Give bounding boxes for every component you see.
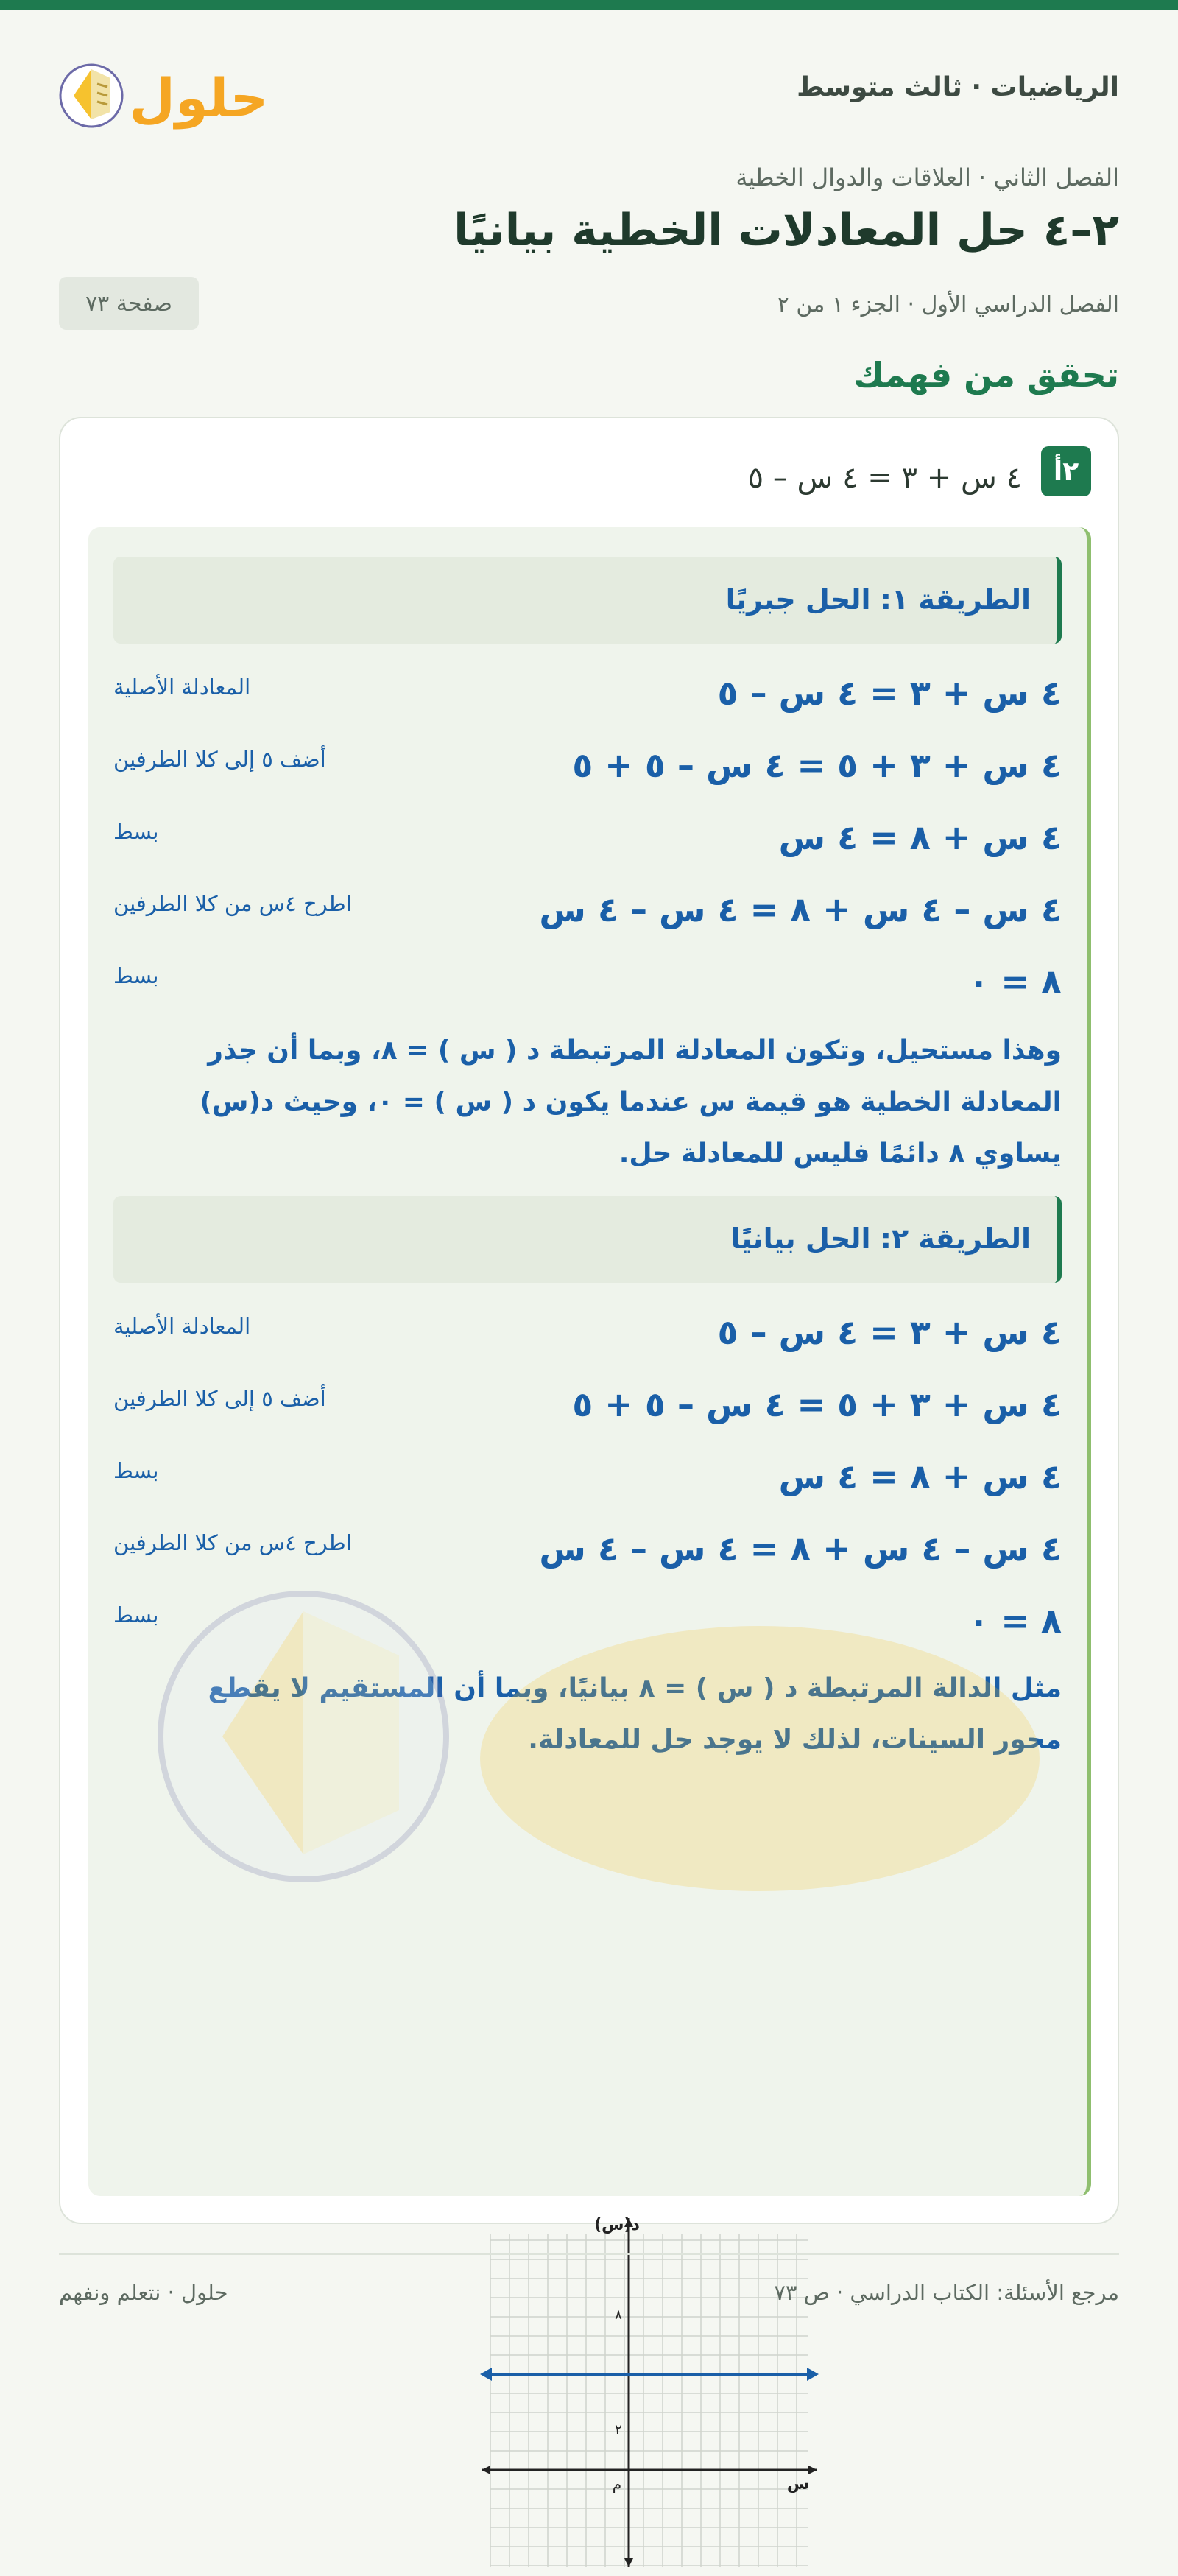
method1-step xyxy=(113,812,1062,865)
step-equation: ٤ س + ٣ + ٥ = ٤ س – ٥ + ٥ xyxy=(572,745,1062,785)
step-equation: ٤ س + ٣ + ٥ = ٤ س – ٥ + ٥ xyxy=(572,1384,1062,1424)
step-note: بسط xyxy=(113,1602,159,1627)
function-line-arrow-left xyxy=(480,2368,492,2381)
step-equation: ٤ س – ٤ س + ٨ = ٤ س – ٤ س xyxy=(539,890,1062,929)
footer xyxy=(59,2253,1119,2312)
page-number-badge: صفحة ٧٣ xyxy=(59,277,199,330)
method2-step xyxy=(113,1379,1062,1432)
method1-step xyxy=(113,956,1062,1009)
solution-panel xyxy=(88,527,1091,2196)
site-logo[interactable] xyxy=(59,49,269,137)
question-equation: ٤ س + ٣ = ٤ س – ٥ xyxy=(747,461,1022,495)
y-tick-8: ٨ xyxy=(615,2307,622,2323)
method2-step xyxy=(113,1306,1062,1359)
step-note: أضف ٥ إلى كلا الطرفين xyxy=(113,1386,326,1411)
method2-step xyxy=(113,1523,1062,1576)
method1-step xyxy=(113,739,1062,792)
section-title: تحقق من فهمك xyxy=(853,355,1119,395)
subject-label: الرياضيات · ثالث متوسط xyxy=(797,72,1119,102)
method1-title: الطريقة ١: الحل جبريًا xyxy=(725,583,1031,616)
footer-reference: مرجع الأسئلة: الكتاب الدراسي · ص ٧٣ xyxy=(774,2280,1119,2305)
method1-step xyxy=(113,884,1062,937)
method1-step xyxy=(113,667,1062,720)
x-axis-arrow xyxy=(808,2466,817,2474)
logo-wordmark: حلول xyxy=(129,67,269,129)
step-equation: ٨ = ٠ xyxy=(968,962,1062,1002)
lesson-title: ٢–٤ حل المعادلات الخطية بيانيًا xyxy=(454,205,1119,256)
question-number-badge: ٢أ xyxy=(1041,446,1091,496)
header xyxy=(59,44,1119,140)
step-equation: ٤ س + ٨ = ٤ س xyxy=(778,1457,1062,1496)
y-axis-label: د(س) xyxy=(594,2216,640,2234)
step-note: المعادلة الأصلية xyxy=(113,675,251,700)
method1-conclusion: وهذا مستحيل، وتكون المعادلة المرتبطة د ( س ) = ٨، وبما أن جذر المعادلة الخطية هو قيمة س عندما يكون د ( س ) = ٠، وحيث د(س) يساوي ٨ دائمًا فليس للمعادلة حل. xyxy=(200,1035,1062,1169)
step-note: اطرح ٤س من كلا الطرفين xyxy=(113,1530,352,1555)
footer-brand[interactable]: حلول · نتعلم ونفهم xyxy=(59,2280,228,2305)
step-note: المعادلة الأصلية xyxy=(113,1314,251,1339)
step-note: بسط xyxy=(113,963,159,988)
method2-step xyxy=(113,1451,1062,1504)
method2-step xyxy=(113,1595,1062,1648)
step-note: بسط xyxy=(113,819,159,844)
y-tick-2: ٢ xyxy=(615,2422,622,2438)
step-equation: ٤ س + ٣ = ٤ س – ٥ xyxy=(717,673,1062,713)
step-equation: ٤ س + ٣ = ٤ س – ٥ xyxy=(717,1312,1062,1352)
x-axis-arrow-left xyxy=(482,2466,490,2474)
semester-label: الفصل الدراسي الأول · الجزء ١ من ٢ xyxy=(777,292,1119,317)
step-equation: ٤ س – ٤ س + ٨ = ٤ س – ٤ س xyxy=(539,1529,1062,1569)
x-axis-label: س xyxy=(786,2475,810,2494)
top-accent-bar xyxy=(0,0,1178,10)
step-note: أضف ٥ إلى كلا الطرفين xyxy=(113,747,326,772)
chapter-label: الفصل الثاني · العلاقات والدوال الخطية xyxy=(736,163,1119,191)
step-equation: ٤ س + ٨ = ٤ س xyxy=(778,817,1062,857)
method1-header xyxy=(113,557,1062,644)
step-equation: ٨ = ٠ xyxy=(968,1601,1062,1641)
method2-conclusion: مثل الدالة المرتبطة د ( س ) = ٨ بيانيًا، وبما أن المستقيم لا يقطع محور السينات، لذلك لا يوجد حل للمعادلة. xyxy=(208,1673,1062,1755)
method2-title: الطريقة ٢: الحل بيانيًا xyxy=(730,1222,1031,1255)
step-note: اطرح ٤س من كلا الطرفين xyxy=(113,891,352,916)
step-note: بسط xyxy=(113,1458,159,1483)
origin-label: م xyxy=(612,2475,622,2493)
function-line-arrow-right xyxy=(807,2368,819,2381)
method2-header xyxy=(113,1196,1062,1283)
